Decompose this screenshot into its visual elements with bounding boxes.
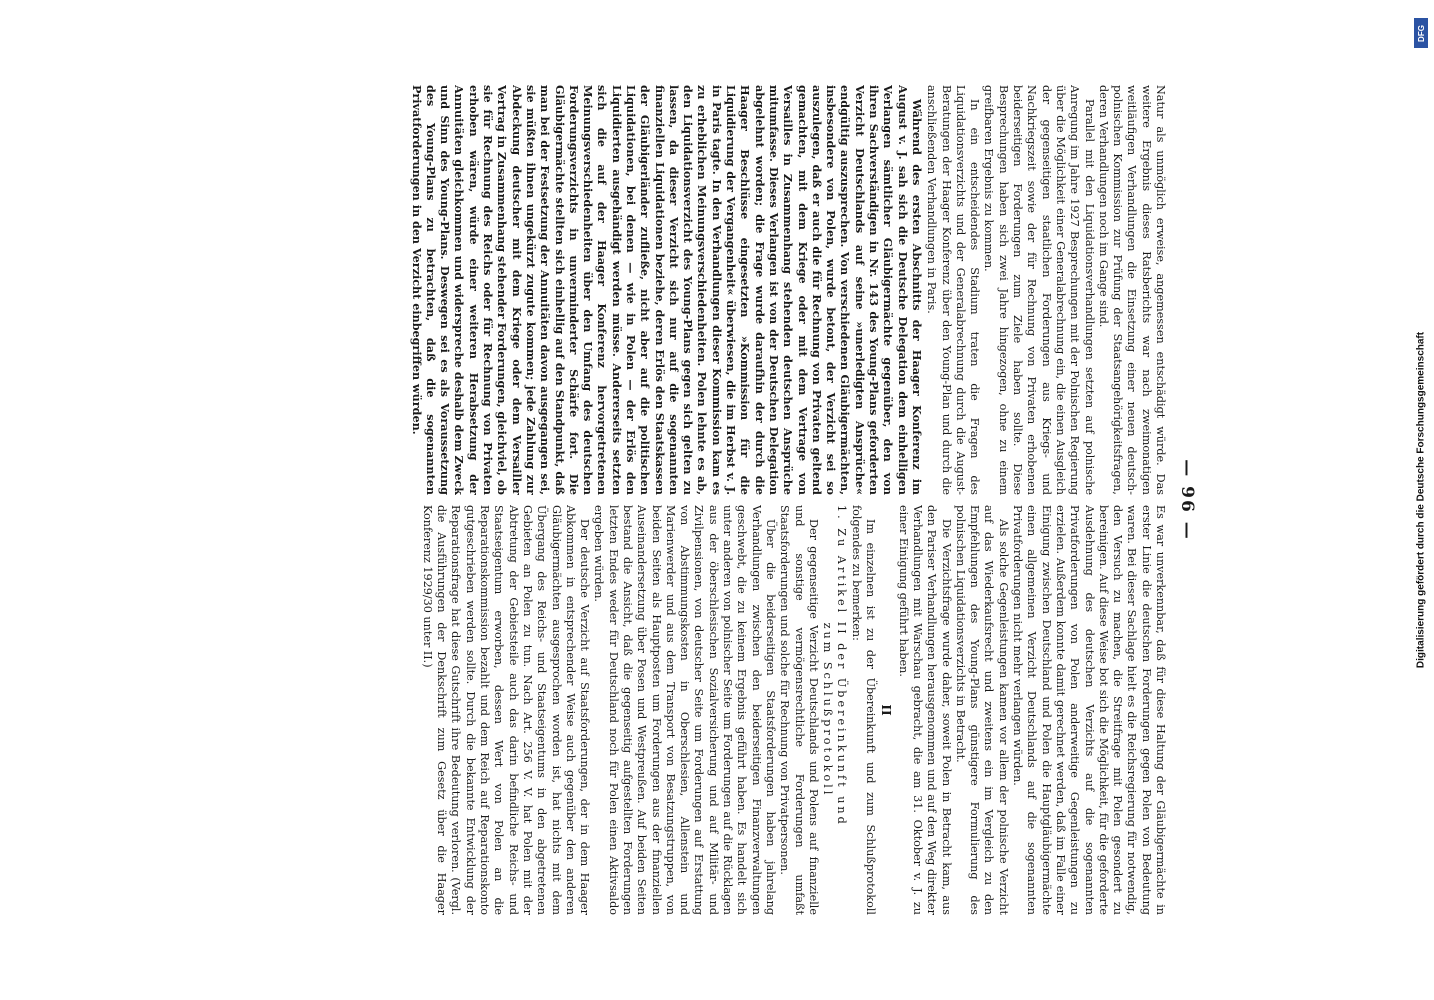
paragraph: Es war unverkennbar, daß für diese Haltung der Gläubigermächte in erster Linie die deutschen Forderungen gegen Polen von Bedeutung waren. Bei dieser Sachlage hielt es die Reichsregierung für notwendig, den Versuch zu machen, die Streitfrage mit Polen gesondert zu bereinigen. Auf diese Weise bot sich die Möglichkeit, für die geforderte Ausdehnung des deutschen Verzichts auf die sogenannten Privatforderungen von Polen anderweitige Gegenleistungen zu erzielen. Außerdem konnte damit gerechnet werden, daß im Falle einer Einigung zwischen Deutschland und Polen die Hauptgläubigermächte einen allgemeinen Verzicht Deutschlands auf die sogenannten Privatforderungen nicht mehr verlangen würden. bbox=[1011, 505, 1167, 915]
digitization-credit-text: Digitalisierung gefördert durch die Deutsche Forschungsgemeinschaft bbox=[1415, 331, 1427, 669]
paragraph: Natur als unmöglich erweise, angemessen entschädigt würde. Das weitere Ergebnis dieses Ratsberichts war nach zweimonatigen weitläufigen Verhandlungen die Einsetzung einer neuen deutsch-polnischen Kommission zur Prüfung der Staatsangehörigkeitsfragen, deren Verhandlungen noch im Gange sind. bbox=[1096, 85, 1167, 495]
rotated-document-page bbox=[237, 85, 1197, 915]
intro-paragraph: Im einzelnen ist zu der Übereinkunft und zum Schlußprotokoll folgendes zu bemerken: bbox=[849, 505, 878, 915]
left-text-column bbox=[247, 85, 1167, 495]
paragraph: Die Verzichtsfrage wurde daher, soweit Polen in Betracht kam, aus den Pariser Verhandlungen herausgenommen und auf den Weg direkter Verhandlungen mit Warschau gebracht, die am 31. Oktober v. J. zu einer Einigung geführt haben. bbox=[896, 505, 953, 915]
paragraph: Während des ersten Abschnitts der Haager Konferenz im August v. J. sah sich die Deutsche Delegation dem einhelligen Verlangen sämtlicher Gläubigermächte gegenüber, den von ihren Sachverständigen in Nr. 143 des Young-Plans geforderten Verzicht Deutschlands auf seine »unerledigten Ansprüche« endgültig auszusprechen. Von verschiedenen Gläubigermächten, insbesondere von Polen, wurde betont, der Verzicht sei so auszulegen, daß er auch die für Rechnung von Privaten geltend gemachten, mit dem Kriege oder mit dem Vertrage von Versailles in Zusammenhang stehenden deutschen Ansprüche mitumfasse. Dieses Verlangen ist von der Deutschen Delegation abgelehnt worden; die Frage wurde daraufhin der durch die Haager Beschlüsse eingesetzten »Kommission für die Liquidierung der Vergangenheit« überwiesen, die im Herbst v. J. in Paris tagte. In den Verhandlungen dieser Kommission kam es zu erheblichen Meinungsverschiedenheiten. Polen lehnte es ab, den Liquidationsverzicht des Young-Plans gegen sich gelten zu lassen, da dieser Verzicht sich nur auf die sogenannten finanziellen Liquidationen beziehe, deren Erlös den Staatskassen der Gläubigerländer zufließe, nicht aber auf die politischen Liquidationen, bei denen — wie in Polen — der Erlös den Liquidierten ausgehändigt werden müsse. Andererseits setzten sich die auf der Haager Konferenz hervorgetretenen Meinungsverschiedenheiten über den Umfang des deutschen Forderungsverzichts in unverminderter Schärfe fort. Die Gläubigermächte stellten sich einhellig auf den Standpunkt, daß man bei der Festsetzung der Annuitäten davon ausgegangen sei, sie müßten ihnen ungekürzt zugute kommen; jede Zahlung zur Abdeckung deutscher mit dem Kriege oder dem Versailler Vertrag in Zusammenhang stehender Forderungen, gleichviel, ob sie für Rechnung des Reichs oder für Rechnung von Privaten erhoben wären, würde einer weiteren Herabsetzung der Annuitäten gleichkommen und widerspreche deshalb dem Zweck und Sinn des Young-Plans. Deswegen sei es als Voraussetzung des Young-Plans zu betrachten, daß die sogenannten Privatforderungen in den Verzicht einbegriffen würden. bbox=[409, 85, 924, 495]
list-item-heading-continued: zum Schlußprotokoll bbox=[821, 622, 835, 798]
paragraph: Der deutsche Verzicht auf Staatsforderungen, der in dem Haager Abkommen in entsprechender Weise auch gegenüber den anderen Gläubigermächten ausgesprochen worden ist, hat nichts mit dem Übergang des Reichs- und Staatseigentums in den abgetretenen Gebieten an Polen zu tun. Nach Art. 256 V. V. hat Polen mit der Abtretung der Gebietsteile auch das darin befindliche Reichs- und Staatseigentum erworben, dessen Wert von Polen an die Reparationskommission bezahlt und dem Reich auf Reparationskonto gutgeschrieben werden sollte. Durch die bekannte Entwicklung der Reparationsfrage hat diese Gutschrift ihre Bedeutung verloren. (Vergl. die Ausführungen der Denkschrift zum Gesetz über die Haager Konferenz 1929/30 unter II.) bbox=[420, 505, 592, 915]
paragraph: In ein entscheidendes Stadium traten die Fragen des Liquidationsverzichts und der Generalabrechnung durch die August-Beratungen der Haager Konferenz über den Young-Plan und durch die anschließenden Verhandlungen in Paris. bbox=[925, 85, 982, 495]
paragraph: Der gegenseitige Verzicht Deutschlands und Polens auf finanzielle und sonstige vermögensrechtliche Forderungen umfaßt Staatsforderungen und solche für Rechnung von Privatpersonen. bbox=[778, 505, 820, 915]
right-text-column bbox=[247, 505, 1167, 915]
paragraph: Parallel mit den Liquidationsverhandlungen setzten auf polnische Anregung im Jahre 1927 Besprechungen mit der Polnischen Regierung über die Möglichkeit einer Generalabrechnung ein, die einen Ausgleich der gegenseitigen staatlichen Forderungen aus Kriegs- und Nachkriegszeit sowie der für Rechnung von Privaten erhobenen beiderseitigen Forderungen zum Ziele haben sollte. Diese Besprechungen haben sich zwei Jahre hingezogen, ohne zu einem greifbaren Ergebnis zu kommen. bbox=[982, 85, 1096, 495]
section-heading: II bbox=[879, 704, 894, 716]
dfg-logo: DFG bbox=[1414, 18, 1428, 48]
page-number: — 96 — bbox=[1177, 459, 1197, 541]
list-item-heading: 1. Zu Artikel II der Übereinkunft und bbox=[835, 505, 849, 827]
paragraph: Als solche Gegenleistungen kamen vor allem der polnische Verzicht auf das Wiederkaufsrecht und zweitens ein im Vergleich zu den Empfehlungen des Young-Plans günstigere Formulierung des polnischen Liquidationsverzichts in Betracht. bbox=[953, 505, 1010, 915]
paragraph: Über die beiderseitigen Staatsforderungen haben jahrelang Verhandlungen zwischen den beiderseitigen Finanzverwaltungen geschwebt, die zu keinem Ergebnis geführt haben. Es handelt sich unter anderen von polnischer Seite um Forderungen auf die Rücklagen aus der öberschlesischen Sozialversicherung und auf Militär- und Zivilpensionen, von deutscher Seite um Forderungen auf Erstattung von Abstimmungskosten in Oberschlesien, Allenstein und Marienwerder und aus dem Transport von Besatzungstruppen, von beiden Seiten als Hauptposten um Forderungen aus der finanziellen Auseinandersetzung über Posen und Westpreußen. Auf beiden Seiten bestand die Ansicht, daß die gegenseitig aufgestellten Forderungen letzten Endes weder für Deutschland noch für Polen einen Aktivsaldo ergeben würden. bbox=[592, 505, 777, 915]
digitization-credit-sidebar bbox=[1410, 10, 1432, 990]
